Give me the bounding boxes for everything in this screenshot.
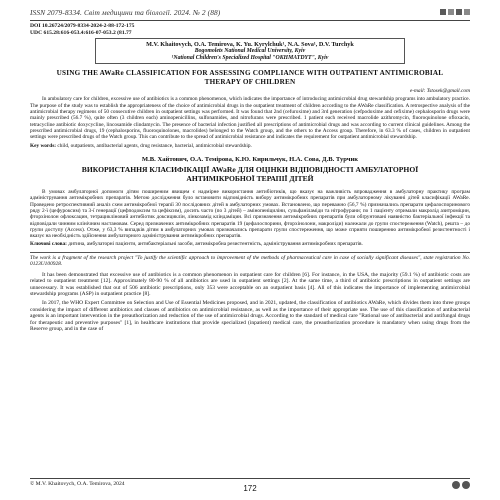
running-header	[30, 4, 470, 21]
affiliation-2: ¹National Children's Specialized Hospital "OKHMATDYT", Kyiv	[171, 54, 329, 61]
creative-commons-icon	[452, 481, 470, 489]
journal-logo-icon	[440, 9, 470, 15]
copyright-notice: © M.V. Khaitovych, O.A. Temirova, 2024	[30, 481, 125, 487]
keywords-en-label: Key words:	[30, 142, 57, 149]
journal-title: ISSN 2079-8334. Світ медицини та біології. 2024. № 2 (88)	[30, 7, 221, 17]
body-paragraph-1: It has been demonstrated that excessive use of antibiotics is a common phenomenon in outpatient care for children [6]. For instance, in the USA, the majority (59.1 %) of antibiotic costs are related to outpatient treatment [12]. Approximately 80-90 % of all antibiotics are used in outpatient settings [2]. At the same time, a third of antibiotic prescriptions in outpatient settings are unnecessary. It was established that out of 506 antibiotic prescriptions, only 353 were acceptable on an outpatient basis [4]. All of this indicates the importance of implementing antimicrobial stewardship programs (ASP) in outpatient practice [8].	[30, 271, 470, 298]
keywords-en-text: child, outpatients, antibacterial agents, drug resistance, bacterial, antimicrobial stewardship.	[57, 142, 252, 149]
footer-divider	[30, 478, 470, 479]
keywords-ua-label: Ключові слова:	[30, 240, 67, 247]
body-paragraph-2: In 2017, the WHO Expert Committee on Selection and Use of Essential Medicines proposed, and in 2021, updated, the classification of antibiotics AWaRe, which divides them into three groups considering the impact of different antibiotics and classes of antibiotics on antimicrobial resistance, as well as the importance of their appropriate use. The use of this classification of antibacterial agents is an important intervention in the preauthorization and reduction of the use of antimicrobial drugs. According to the standard of medical care "Rational use of antibacterial and antifungal drugs for therapeutic and preventive purposes" [1], in healthcare institutions that provide specialized (inpatient) medical care, the preauthorization procedure is mandatory when using drugs from the Reserve group, and in the case of	[30, 300, 470, 333]
keywords-en	[30, 143, 470, 149]
page-number: 172	[243, 484, 257, 493]
article-identifiers	[30, 23, 470, 36]
article-title-en: USING THE AWaRe CLASSIFICATION FOR ASSESSING COMPLIANCE WITH OUTPATIENT ANTIMICROBIAL THERAPY OF CHILDREN	[56, 69, 444, 86]
article-title-ua: ВИКОРИСТАННЯ КЛАСИФІКАЦІЇ AWaRe ДЛЯ ОЦІНКИ ВІДПОВІДНОСТІ АМБУЛАТОРНОЇ АНТИМІКРОБНОЇ ТЕРАПІЇ ДІТЕЙ	[81, 164, 419, 183]
authors-box	[95, 38, 405, 64]
contact-email[interactable]: e-mail: Tstosek@gmail.com	[409, 88, 470, 95]
abstract-en: In ambulatory care for children, excessive use of antibiotics is a common phenomenon, which indicates the importance of introducing antimicrobial drug stewardship programs into ambulatory practice. The purpose of the study was to establish the appropriateness of the choice of antimicrobial drugs in the outpatient treatment of children according to the AWaRe classification. A retrospective analysis of the antimicrobial therapy regimens of 50 consecutive children in outpatient settings was performed. It was found that 2nd (cefuroxime) and 3rd generation (cefpodoxime and cefixime) cephalosporin drugs were mainly prescribed (56.7 %), quite often (3 children each) aminopenicillins, sulfonamides, and nitrofurans were prescribed. 1 patient each received macrolide azithromycin, fluoroquinolone ofloxacin, tetracycline antibiotic doxycycline, lincosamide clindamycin. The presence of bacterial infection justified all prescriptions of antimicrobial drugs and was according to current clinical guidelines. Among the prescribed antimicrobial drugs, 19 (cephalosporins, fluoroquinolones, macrolides) belonged to the Watch group, and the others to the Access group. Therefore, in 63.3 % of cases, children in outpatient settings were prescribed drugs of the Watch group. This can contribute to the spread of antimicrobial resistance and indicates the requirement for outpatient antimicrobial stewardship.	[30, 96, 470, 141]
author-names-ua: М.В. Хайтович, О.А. Темірова, К.Ю. Кирильчук, Н.А. Сова, Д.В. Турчик	[141, 155, 359, 163]
keywords-ua	[30, 241, 470, 247]
page-footer	[30, 481, 470, 493]
udc-line: UDC 615.28:616-053.4:616-07-053.2 (81.77	[30, 29, 132, 36]
funding-note: The work is a fragment of the research project "To justify the scientific approach to improvement of the methods of pharmaceutical care in case of socially significant diseases", state registration No. 0123U100928.	[30, 252, 470, 268]
article-body	[30, 272, 470, 333]
doi-line[interactable]: DOI 10.26724/2079-8334-2024-2-88-172-175	[30, 23, 135, 29]
affiliation-1: Bogomolets National Medical University, Kyiv	[194, 48, 306, 55]
author-names: M.V. Khaitovych, O.A. Temirova, K. Yu. Kyrylchuk¹, N.A. Sova¹, D.V. Turchyk	[146, 41, 354, 49]
keywords-ua-text: дитина, амбулаторні пацієнти, антибактеріальні засоби, антимікробна резистентність, адміністрування антимікробних препаратів.	[68, 240, 363, 247]
abstract-ua: В умовах амбулаторної допомоги дітям поширеним явищем є надмірне використання антибіотиків, що вказує на важливість впровадження в амбулаторну практику програм адміністрування антимікробних препаратів. Метою дослідження було встановити відповідність вибору антимікробних препаратів при амбулаторному лікуванні дітей класифікації AWaRe. Проведено ретроспективний аналіз схем антимікробної терапії 30 послідовних дітей в амбулаторних умовах. Встановлено, що переважно (56,7 %) призначались препарати цефалоспоринового ряду 2-ї (цефуроксим) та 3-ї генерації (цефподоксим та цефіксим), досить часто (по 3 дітей) – амінопеніциліни, сульфаніламіди та нітрофурани; по 1 пацієнту отримали макролід азитроміцин, фторхінолон офлоксацин, тетрацикліновий антибіотик доксициклін, лінкозамід кліндаміцин. Всі призначення антимікробних препаратів були обґрунтовані наявністю бактеріальної інфекції та відповідали чинним клінічним настановам. Серед призначених антимікробних препаратів 19 (цефалоспорини, фторхінолони, макроліди) належали до групи спостереження (Watch), решта – до групи доступу (Access). Отже, у 63,3 % випадків дітям в амбулаторних умовах призначались препарати групи спостереження, що може сприяти поширенню антимікробної резистентності і вказує на необхідність здійснення амбулаторного адміністрування антимікробних препаратів.	[30, 188, 470, 240]
